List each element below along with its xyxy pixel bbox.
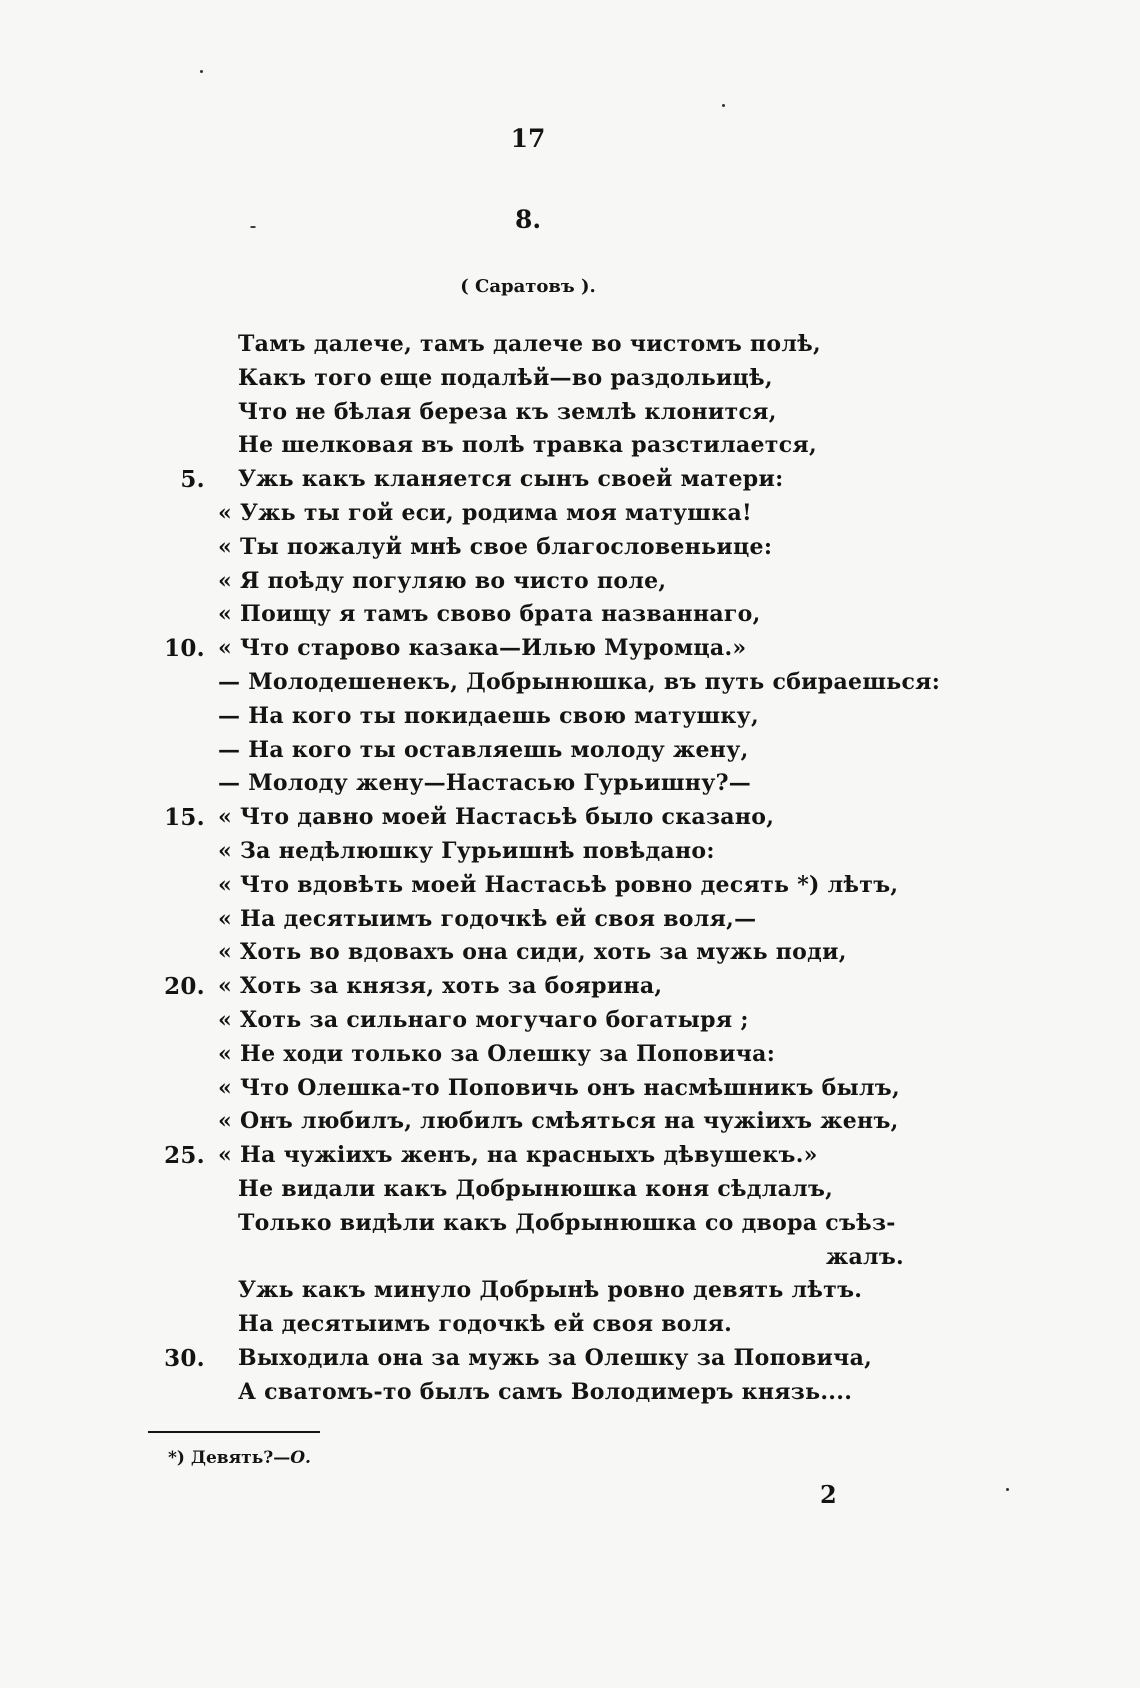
line-text: Не видали какъ Добрынюшка коня сѣдлалъ, (238, 1175, 834, 1202)
line-text: « На десятыимъ годочкѣ ей своя воля,— (218, 905, 757, 932)
verse-line (150, 936, 910, 970)
verse-line (150, 1342, 910, 1376)
paper-speck (722, 104, 725, 107)
line-number: 30. (164, 1344, 205, 1372)
line-text: « Что вдовѣть моей Настасьѣ ровно десять *) лѣтъ, (218, 871, 899, 898)
verse-line (150, 1105, 910, 1139)
verse-line (150, 1038, 910, 1072)
footnote-marker: *) Девять?— (168, 1448, 291, 1468)
line-text: « За недѣлюшку Гурьишнѣ повѣдано: (218, 837, 715, 864)
place-of-recording: ( Саратовъ ). (460, 276, 596, 297)
verse-line (150, 1241, 910, 1275)
verse-line (150, 835, 910, 869)
verse-line (150, 970, 910, 1004)
line-number: 25. (164, 1142, 205, 1170)
footnote-source: О. (290, 1448, 311, 1468)
footnote-rule (148, 1431, 320, 1433)
line-text: — Молоду жену—Настасью Гурьишну?— (218, 770, 752, 797)
line-text: — На кого ты оставляешь молоду жену, (218, 736, 749, 763)
line-text: Что не бѣлая береза къ землѣ клонится, (238, 398, 777, 425)
verse-line (150, 328, 910, 362)
verse-line (150, 362, 910, 396)
verse-line (150, 497, 910, 531)
page-number: 17 (510, 124, 546, 153)
verse-line (150, 429, 910, 463)
verse-line (150, 801, 910, 835)
line-number: 15. (164, 804, 205, 832)
line-text: На десятыимъ годочкѣ ей своя воля. (238, 1311, 733, 1338)
verse-line (150, 565, 910, 599)
line-text: « Хоть за князя, хоть за боярина, (218, 973, 663, 1000)
line-text: жалъ. (825, 1243, 904, 1270)
line-text: Только видѣли какъ Добрынюшка со двора съѣз- (238, 1209, 896, 1236)
line-text: Выходила она за мужь за Олешку за Поповича, (238, 1344, 873, 1371)
verse-line (150, 396, 910, 430)
verse-line (150, 1308, 910, 1342)
line-text: А сватомъ-то былъ самъ Володимеръ князь.... (238, 1378, 853, 1405)
line-number: 10. (164, 635, 205, 663)
verse-line (150, 1139, 910, 1173)
line-number: 5. (180, 466, 205, 494)
paper-speck (250, 226, 256, 228)
line-text: « Поищу я тамъ свово брата названнаго, (218, 601, 761, 628)
poem-verses (150, 328, 941, 1410)
verse-line (150, 1072, 910, 1106)
verse-line (150, 734, 910, 768)
line-text: Не шелковая въ полѣ травка разстилается, (238, 432, 817, 459)
verse-line (150, 463, 910, 497)
verse-line (150, 700, 910, 734)
line-text: — На кого ты покидаешь свою матушку, (218, 702, 759, 729)
verse-line (150, 1173, 910, 1207)
line-text: « Что давно моей Настасьѣ было сказано, (218, 804, 775, 831)
verse-line (150, 598, 910, 632)
line-text: « Хоть за сильнаго могучаго богатыря ; (218, 1006, 749, 1033)
verse-line (150, 1004, 910, 1038)
footnote (168, 1448, 311, 1468)
verse-line (150, 1274, 910, 1308)
line-text: Ужь какъ минуло Добрынѣ ровно девять лѣтъ. (238, 1277, 863, 1304)
line-text: « Хоть во вдовахъ она сиди, хоть за мужь поди, (218, 939, 847, 966)
signature-mark: 2 (820, 1480, 837, 1509)
line-text: — Молодешенекъ, Добрынюшка, въ путь сбираешься: (218, 668, 941, 695)
verse-line (150, 666, 941, 700)
paper-speck (1006, 1488, 1009, 1491)
verse-line (150, 531, 910, 565)
verse-line (150, 767, 910, 801)
line-text: « Не ходи только за Олешку за Поповича: (218, 1040, 776, 1067)
line-text: Какъ того еще подалѣй—во раздольицѣ, (238, 364, 773, 391)
verse-line (150, 903, 910, 937)
verse-line (150, 869, 910, 903)
line-text: « Онъ любилъ, любилъ смѣяться на чужiихъ женъ, (218, 1108, 899, 1135)
line-text: « Что Олешка-то Поповичь онъ насмѣшникъ былъ, (218, 1074, 900, 1101)
poem-number: 8. (514, 205, 542, 234)
line-number: 20. (164, 973, 205, 1001)
line-text: « На чужiихъ женъ, на красныхъ дѣвушекъ.» (218, 1142, 818, 1169)
line-text: Ужь какъ кланяется сынъ своей матери: (238, 466, 784, 493)
line-text: « Я поѣду погуляю во чисто поле, (218, 567, 667, 594)
line-text: Тамъ далече, тамъ далече во чистомъ полѣ, (238, 331, 821, 357)
verse-line (150, 1376, 910, 1410)
line-text: « Что старово казака—Илью Муромца.» (218, 635, 747, 662)
line-text: « Ужь ты гой еси, родима моя матушка! (218, 499, 752, 526)
verse-line (150, 632, 910, 666)
verse-line (150, 1207, 910, 1241)
paper-speck (200, 70, 203, 73)
line-text: « Ты пожалуй мнѣ свое благословеньице: (218, 533, 773, 560)
